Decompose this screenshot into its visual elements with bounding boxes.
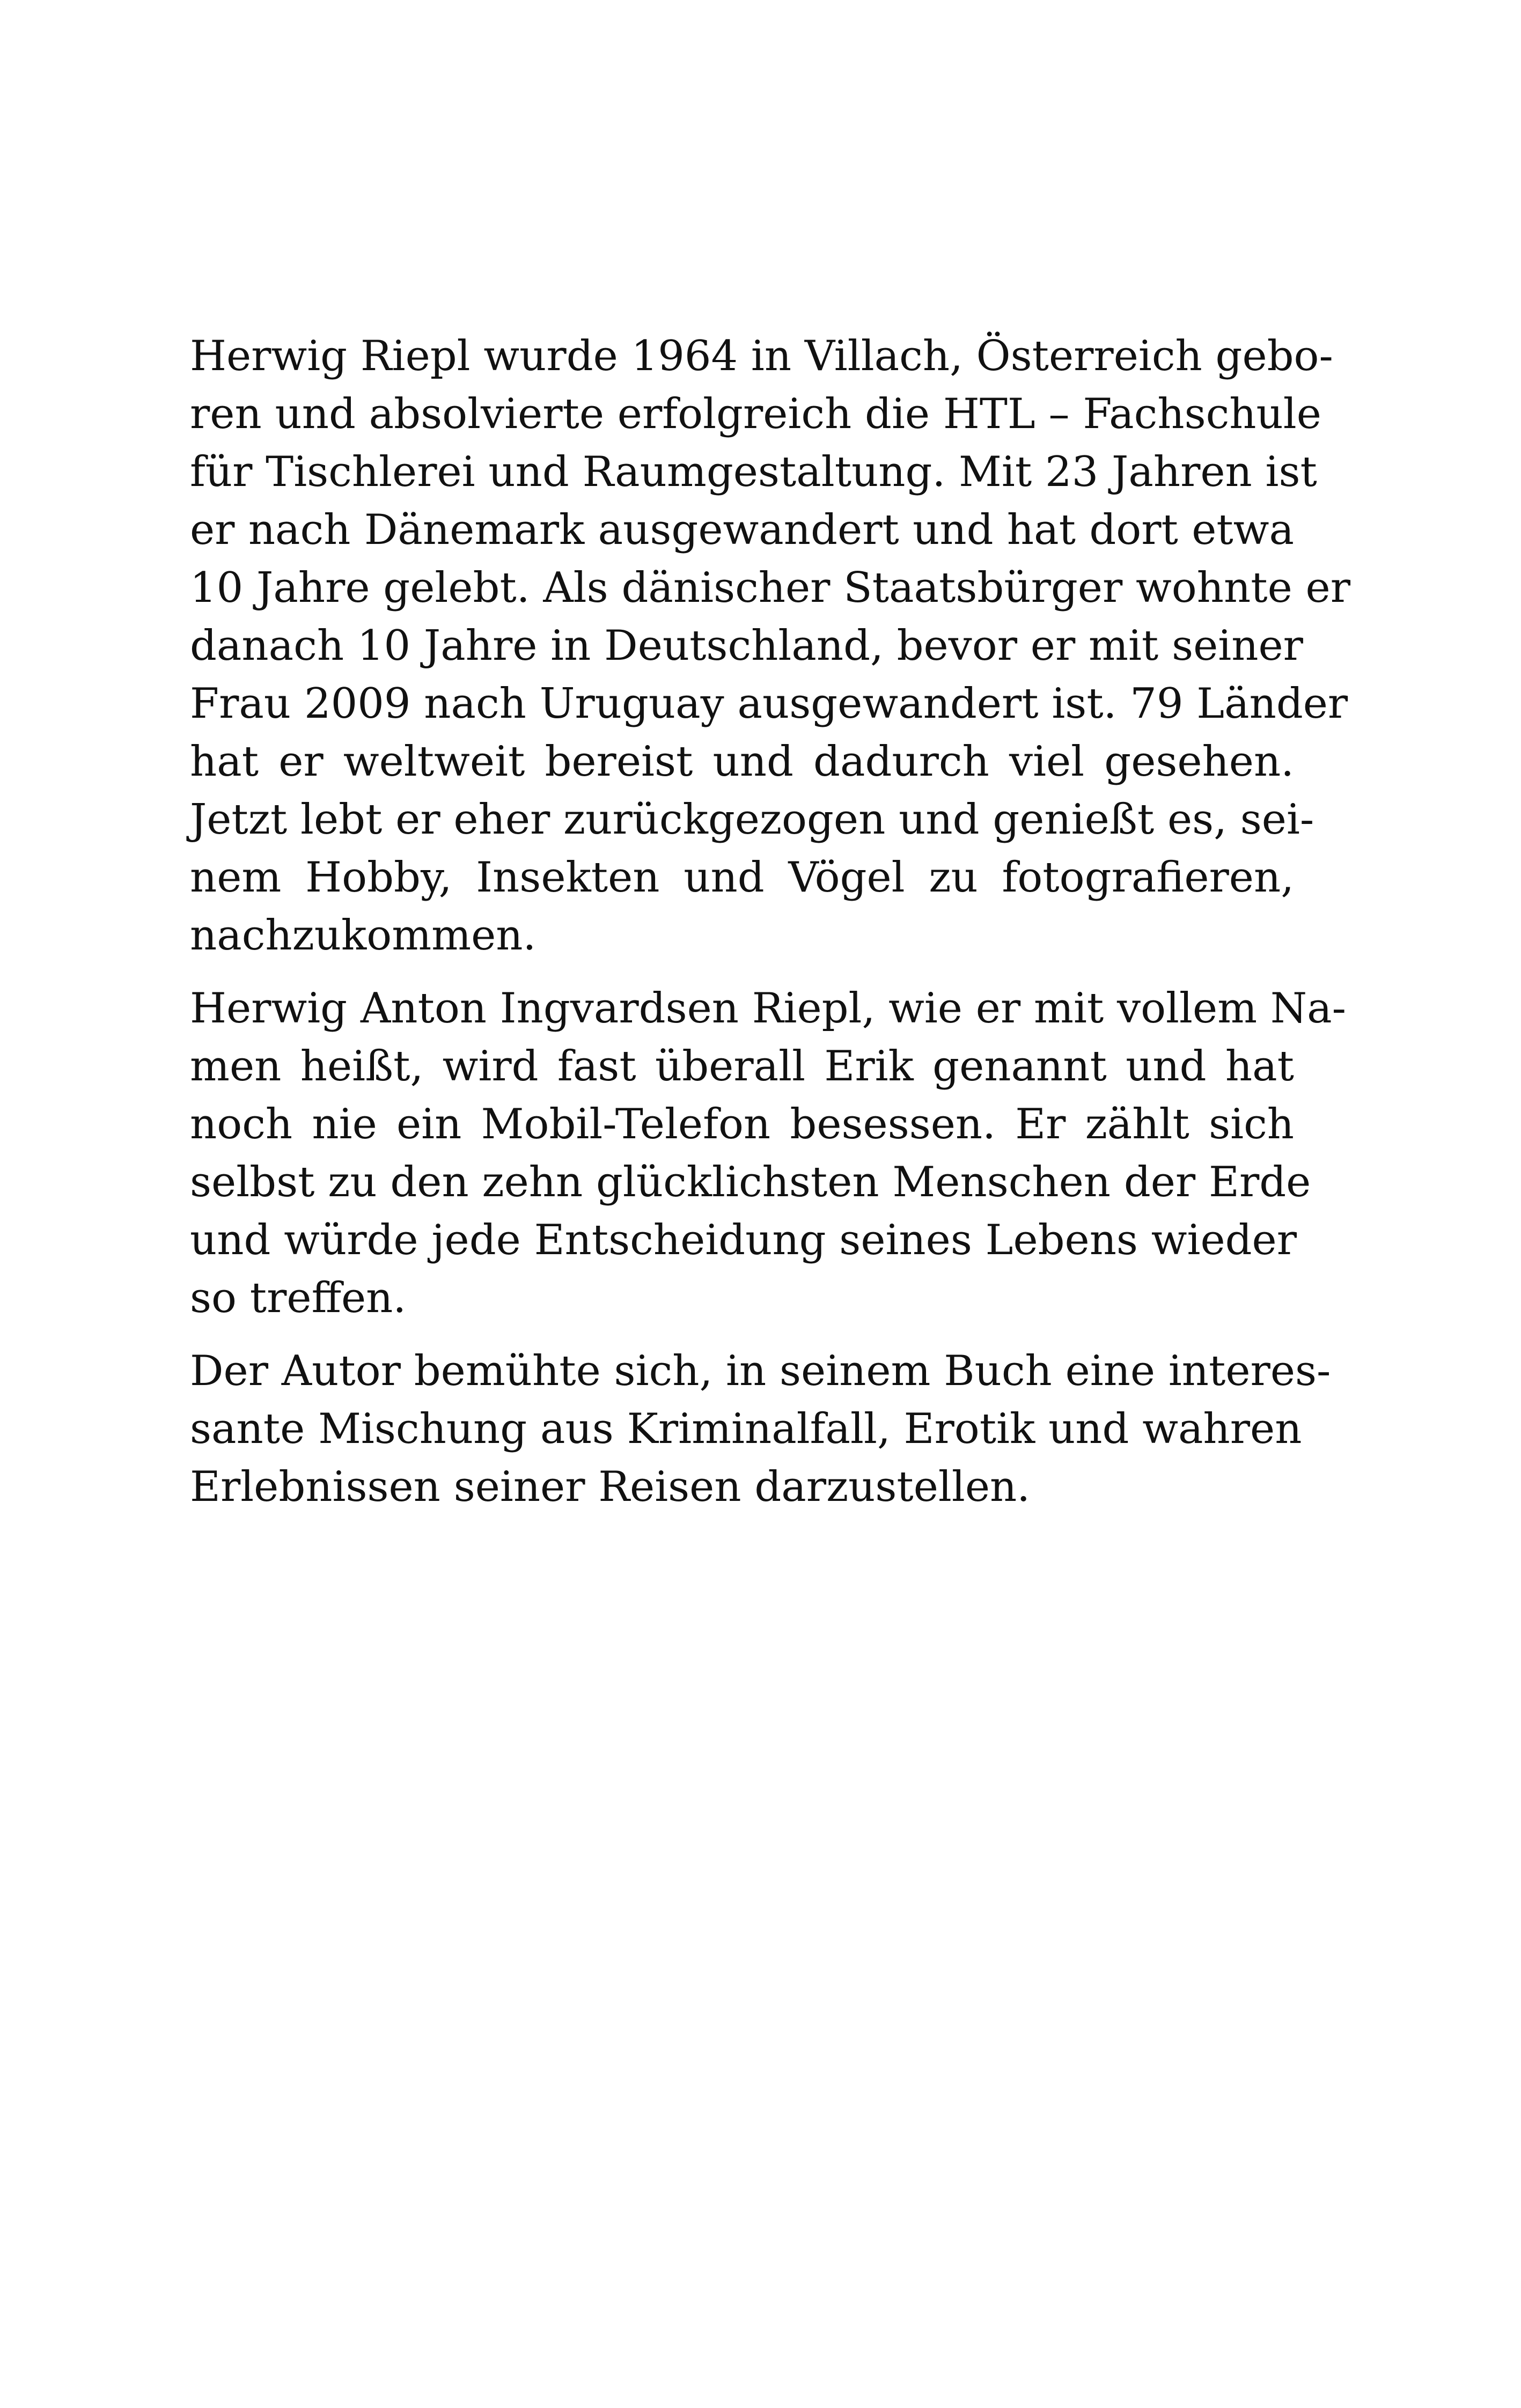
text-line: Herwig Riepl wurde 1964 in Villach, Österreich gebo- xyxy=(190,332,1333,380)
text-line: Erlebnissen seiner Reisen darzustellen. xyxy=(190,1463,1031,1511)
text-line: er nach Dänemark ausgewandert und hat dort etwa xyxy=(190,506,1294,554)
text-line: so treffen. xyxy=(190,1274,407,1322)
text-line: Der Autor bemühte sich, in seinem Buch eine interes- xyxy=(190,1347,1331,1395)
text-line: selbst zu den zehn glücklichsten Menschen der Erde xyxy=(190,1158,1311,1206)
text-line: men heißt, wird fast überall Erik genannt und hat xyxy=(190,1042,1294,1091)
text-line: 10 Jahre gelebt. Als dänischer Staatsbürger wohnte er xyxy=(190,564,1350,612)
paragraph-2 xyxy=(190,980,1346,1327)
text-line: hat er weltweit bereist und dadurch viel gesehen. xyxy=(190,738,1294,786)
text-line: sante Mischung aus Kriminalfall, Erotik und wahren xyxy=(190,1405,1302,1453)
text-line: nachzukommen. xyxy=(190,911,537,960)
text-line: für Tischlerei und Raumgestaltung. Mit 23 Jahren ist xyxy=(190,448,1317,496)
text-line: ren und absolvierte erfolgreich die HTL – Fachschule xyxy=(190,390,1321,438)
text-line: Herwig Anton Ingvardsen Riepl, wie er mit vollem Na- xyxy=(190,984,1346,1033)
paragraph-3 xyxy=(190,1342,1331,1516)
paragraph-1 xyxy=(190,327,1350,964)
text-line: Jetzt lebt er eher zurückgezogen und genießt es, sei- xyxy=(190,796,1314,844)
author-biography xyxy=(190,327,1350,1531)
text-line: Frau 2009 nach Uruguay ausgewandert ist. 79 Länder xyxy=(190,680,1348,728)
text-line: noch nie ein Mobil-Telefon besessen. Er zählt sich xyxy=(190,1100,1294,1148)
text-line: danach 10 Jahre in Deutschland, bevor er mit seiner xyxy=(190,622,1303,670)
text-line: nem Hobby, Insekten und Vögel zu fotografieren, xyxy=(190,853,1294,902)
text-line: und würde jede Entscheidung seines Lebens wieder xyxy=(190,1216,1297,1264)
